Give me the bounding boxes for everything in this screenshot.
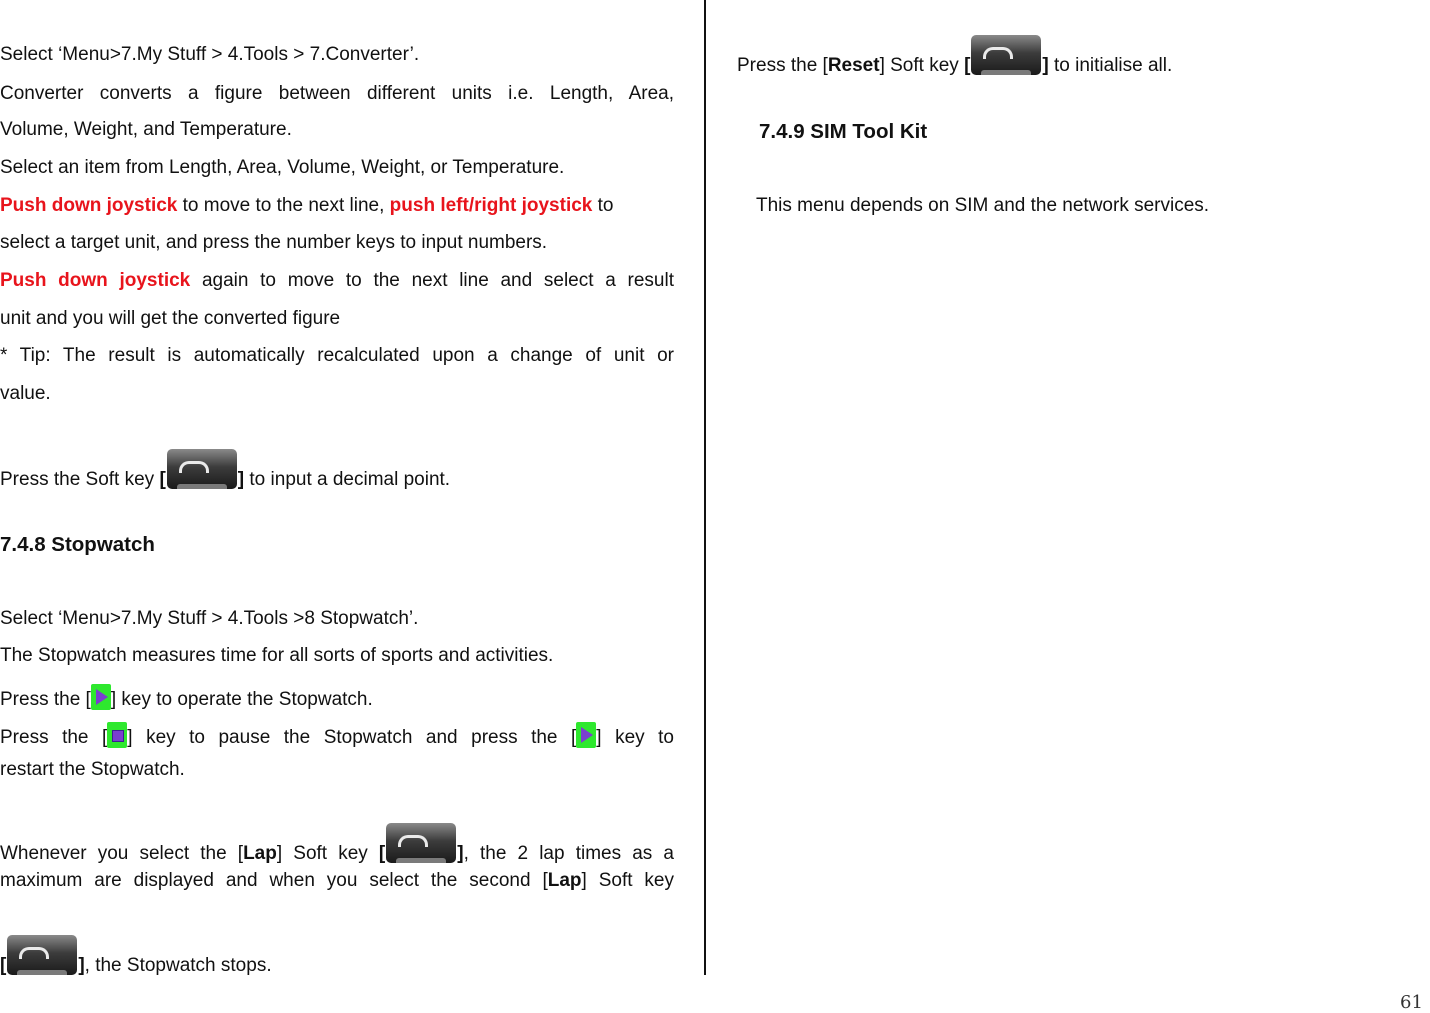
stopwatch-pause-line1: Press the [ ] key to pause the Stopwatch and press the [ ] key to bbox=[0, 722, 674, 750]
converter-desc-line1: Converter converts a figure between different units i.e. Length, Area, bbox=[0, 83, 674, 104]
converter-select-item: Select an item from Length, Area, Volume, Weight, or Temperature. bbox=[0, 157, 565, 178]
joystick-instruction-line1: Push down joystick to move to the next line, push left/right joystick to bbox=[0, 195, 614, 216]
stopwatch-pause-line2: restart the Stopwatch. bbox=[0, 759, 185, 780]
highlight-push-down-again: Push down joystick bbox=[0, 270, 191, 291]
sim-tool-kit-desc: This menu depends on SIM and the network services. bbox=[756, 195, 1210, 216]
converter-desc-line2: Volume, Weight, and Temperature. bbox=[0, 119, 292, 140]
tip-line1: * Tip: The result is automatically recalculated upon a change of unit or bbox=[0, 345, 674, 366]
lap-instruction-line3: [ ], the Stopwatch stops. bbox=[0, 935, 674, 978]
result-instruction-line2: unit and you will get the converted figure bbox=[0, 308, 341, 329]
lap-instruction-line1: Whenever you select the [Lap] Soft key [ ], the 2 lap times as a bbox=[0, 823, 674, 866]
soft-key-icon bbox=[386, 823, 456, 863]
stopwatch-desc: The Stopwatch measures time for all sorts of sports and activities. bbox=[0, 645, 554, 666]
stopwatch-start-instruction: Press the [ ] key to operate the Stopwatch. bbox=[0, 684, 674, 712]
stop-key-icon bbox=[107, 722, 127, 748]
highlight-push-left-right: push left/right joystick bbox=[389, 195, 593, 216]
joystick-instruction-line2: select a target unit, and press the number keys to input numbers. bbox=[0, 232, 548, 253]
column-divider bbox=[704, 0, 706, 975]
play-key-icon bbox=[91, 684, 111, 710]
sim-tool-kit-heading: 7.4.9 SIM Tool Kit bbox=[759, 120, 928, 143]
soft-key-icon bbox=[7, 935, 77, 975]
decimal-point-instruction: Press the Soft key [ ] to input a decimal point. bbox=[0, 449, 674, 492]
reset-instruction: Press the [Reset] Soft key [ ] to initialise all. bbox=[737, 35, 1427, 78]
play-key-icon bbox=[576, 722, 596, 748]
tip-line2: value. bbox=[0, 383, 51, 404]
converter-select-path: Select ‘Menu>7.My Stuff > 4.Tools > 7.Converter’. bbox=[0, 44, 420, 65]
highlight-push-down: Push down joystick bbox=[0, 195, 178, 216]
page-number: 61 bbox=[1400, 992, 1423, 1013]
stopwatch-heading: 7.4.8 Stopwatch bbox=[0, 533, 155, 556]
result-instruction-line1: Push down joystick again to move to the next line and select a result bbox=[0, 270, 674, 291]
soft-key-icon bbox=[167, 449, 237, 489]
soft-key-icon bbox=[971, 35, 1041, 75]
stopwatch-select-path: Select ‘Menu>7.My Stuff > 4.Tools >8 Stopwatch’. bbox=[0, 608, 419, 629]
lap-instruction-line2: maximum are displayed and when you select the second [Lap] Soft key bbox=[0, 870, 675, 891]
